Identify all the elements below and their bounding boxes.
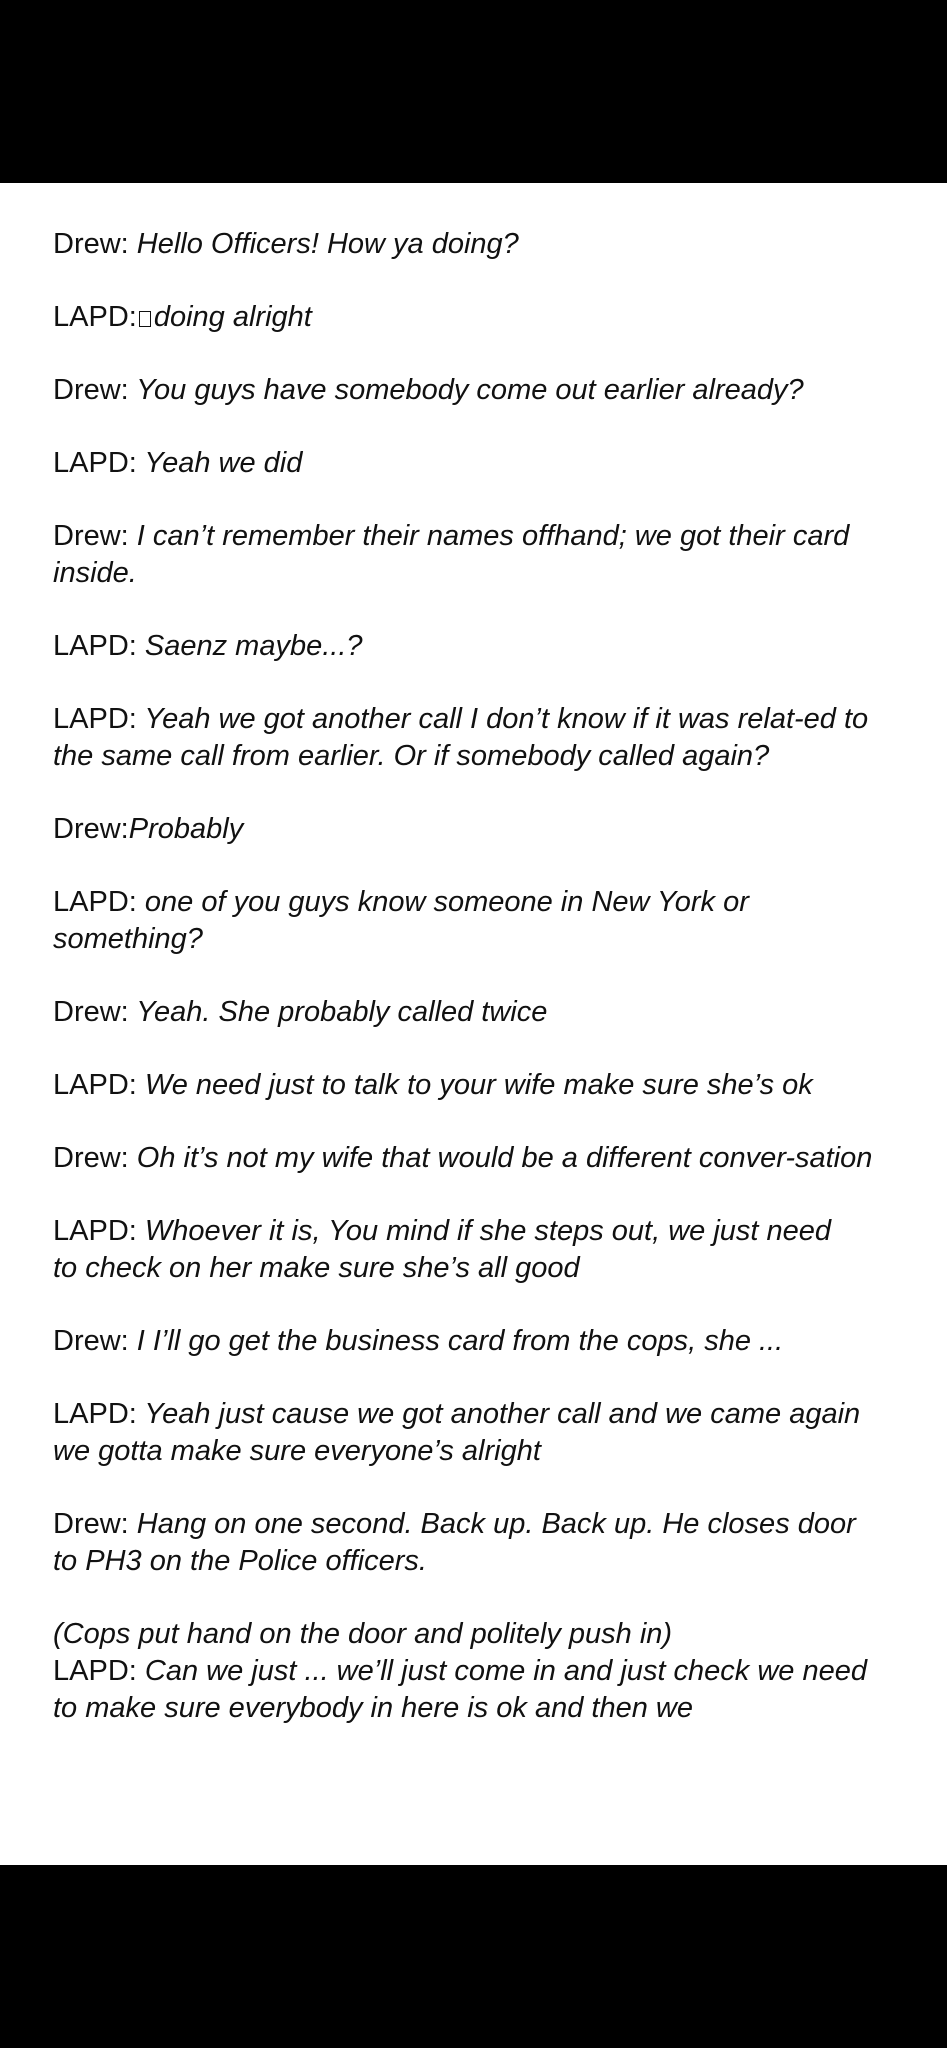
top-black-bar bbox=[0, 0, 947, 183]
line-text: Yeah we got another call I don’t know if it was relat-ed to the same call from earlier. Or if somebody called again? bbox=[53, 703, 869, 772]
speaker-label: Drew: bbox=[53, 1508, 129, 1540]
line-text: You guys have somebody come out earlier already? bbox=[128, 374, 804, 406]
line-text: one of you guys know someone in New York or something? bbox=[53, 886, 749, 955]
speaker-label: LAPD: bbox=[53, 1069, 137, 1101]
line-text: Oh it’s not my wife that would be a different conver-sation bbox=[128, 1142, 873, 1174]
line-text: I I’ll go get the business card from the cops, she ... bbox=[128, 1325, 784, 1357]
line-text: Can we just ... we’ll just come in and just check we need to make sure everybody in here is ok and then we bbox=[53, 1655, 868, 1724]
transcript-line bbox=[53, 445, 903, 482]
transcript-line bbox=[53, 1653, 883, 1727]
speaker-label: LAPD: bbox=[53, 703, 137, 735]
line-text: Saenz maybe...? bbox=[136, 630, 363, 662]
speaker-label: Drew: bbox=[53, 374, 129, 406]
line-text: I can’t remember their names offhand; we got their card inside. bbox=[53, 520, 850, 589]
transcript-line bbox=[53, 226, 853, 263]
line-text: Yeah. She probably called twice bbox=[128, 996, 548, 1028]
speaker-label: LAPD: bbox=[53, 1215, 137, 1247]
transcript bbox=[53, 226, 903, 1763]
transcript-line bbox=[53, 811, 903, 848]
transcript-line bbox=[53, 1396, 873, 1470]
transcript-line bbox=[53, 1323, 903, 1360]
speaker-label: Drew: bbox=[53, 1325, 129, 1357]
transcript-document bbox=[0, 183, 947, 1865]
speaker-label: Drew: bbox=[53, 813, 129, 845]
transcript-line bbox=[53, 299, 903, 336]
transcript-line bbox=[53, 1140, 893, 1177]
missing-glyph-box-icon bbox=[139, 311, 151, 327]
transcript-line bbox=[53, 1067, 903, 1104]
line-text: Yeah we did bbox=[136, 447, 303, 479]
transcript-final-block bbox=[53, 1616, 883, 1727]
speaker-label: LAPD: bbox=[53, 447, 137, 479]
transcript-line bbox=[53, 372, 903, 409]
transcript-line bbox=[53, 1213, 863, 1287]
speaker-label: Drew: bbox=[53, 996, 129, 1028]
speaker-label: Drew: bbox=[53, 520, 129, 552]
transcript-line bbox=[53, 1506, 873, 1580]
transcript-line bbox=[53, 628, 903, 665]
transcript-line bbox=[53, 884, 853, 958]
line-text: Yeah just cause we got another call and we came again we gotta make sure everyone’s alright bbox=[53, 1398, 861, 1467]
line-text: doing alright bbox=[153, 301, 312, 333]
line-text: Probably bbox=[128, 813, 244, 845]
line-text: We need just to talk to your wife make sure she’s ok bbox=[136, 1069, 813, 1101]
speaker-label: LAPD: bbox=[53, 886, 137, 918]
line-text: Whoever it is, You mind if she steps out, we just need to check on her make sure she’s all good bbox=[53, 1215, 832, 1284]
speaker-label: LAPD: bbox=[53, 1398, 137, 1430]
bottom-black-bar bbox=[0, 1865, 947, 2048]
stage-direction: (Cops put hand on the door and politely push in) bbox=[53, 1618, 673, 1650]
speaker-label: LAPD: bbox=[53, 630, 137, 662]
line-text: Hello Officers! How ya doing? bbox=[128, 228, 519, 260]
transcript-line bbox=[53, 518, 873, 592]
transcript-line bbox=[53, 701, 883, 775]
speaker-label: LAPD: bbox=[53, 1655, 137, 1687]
line-text: Hang on one second. Back up. Back up. He closes door to PH3 on the Police officers. bbox=[53, 1508, 856, 1577]
speaker-label: Drew: bbox=[53, 1142, 129, 1174]
speaker-label: LAPD: bbox=[53, 301, 137, 333]
speaker-label: Drew: bbox=[53, 228, 129, 260]
transcript-line bbox=[53, 994, 903, 1031]
